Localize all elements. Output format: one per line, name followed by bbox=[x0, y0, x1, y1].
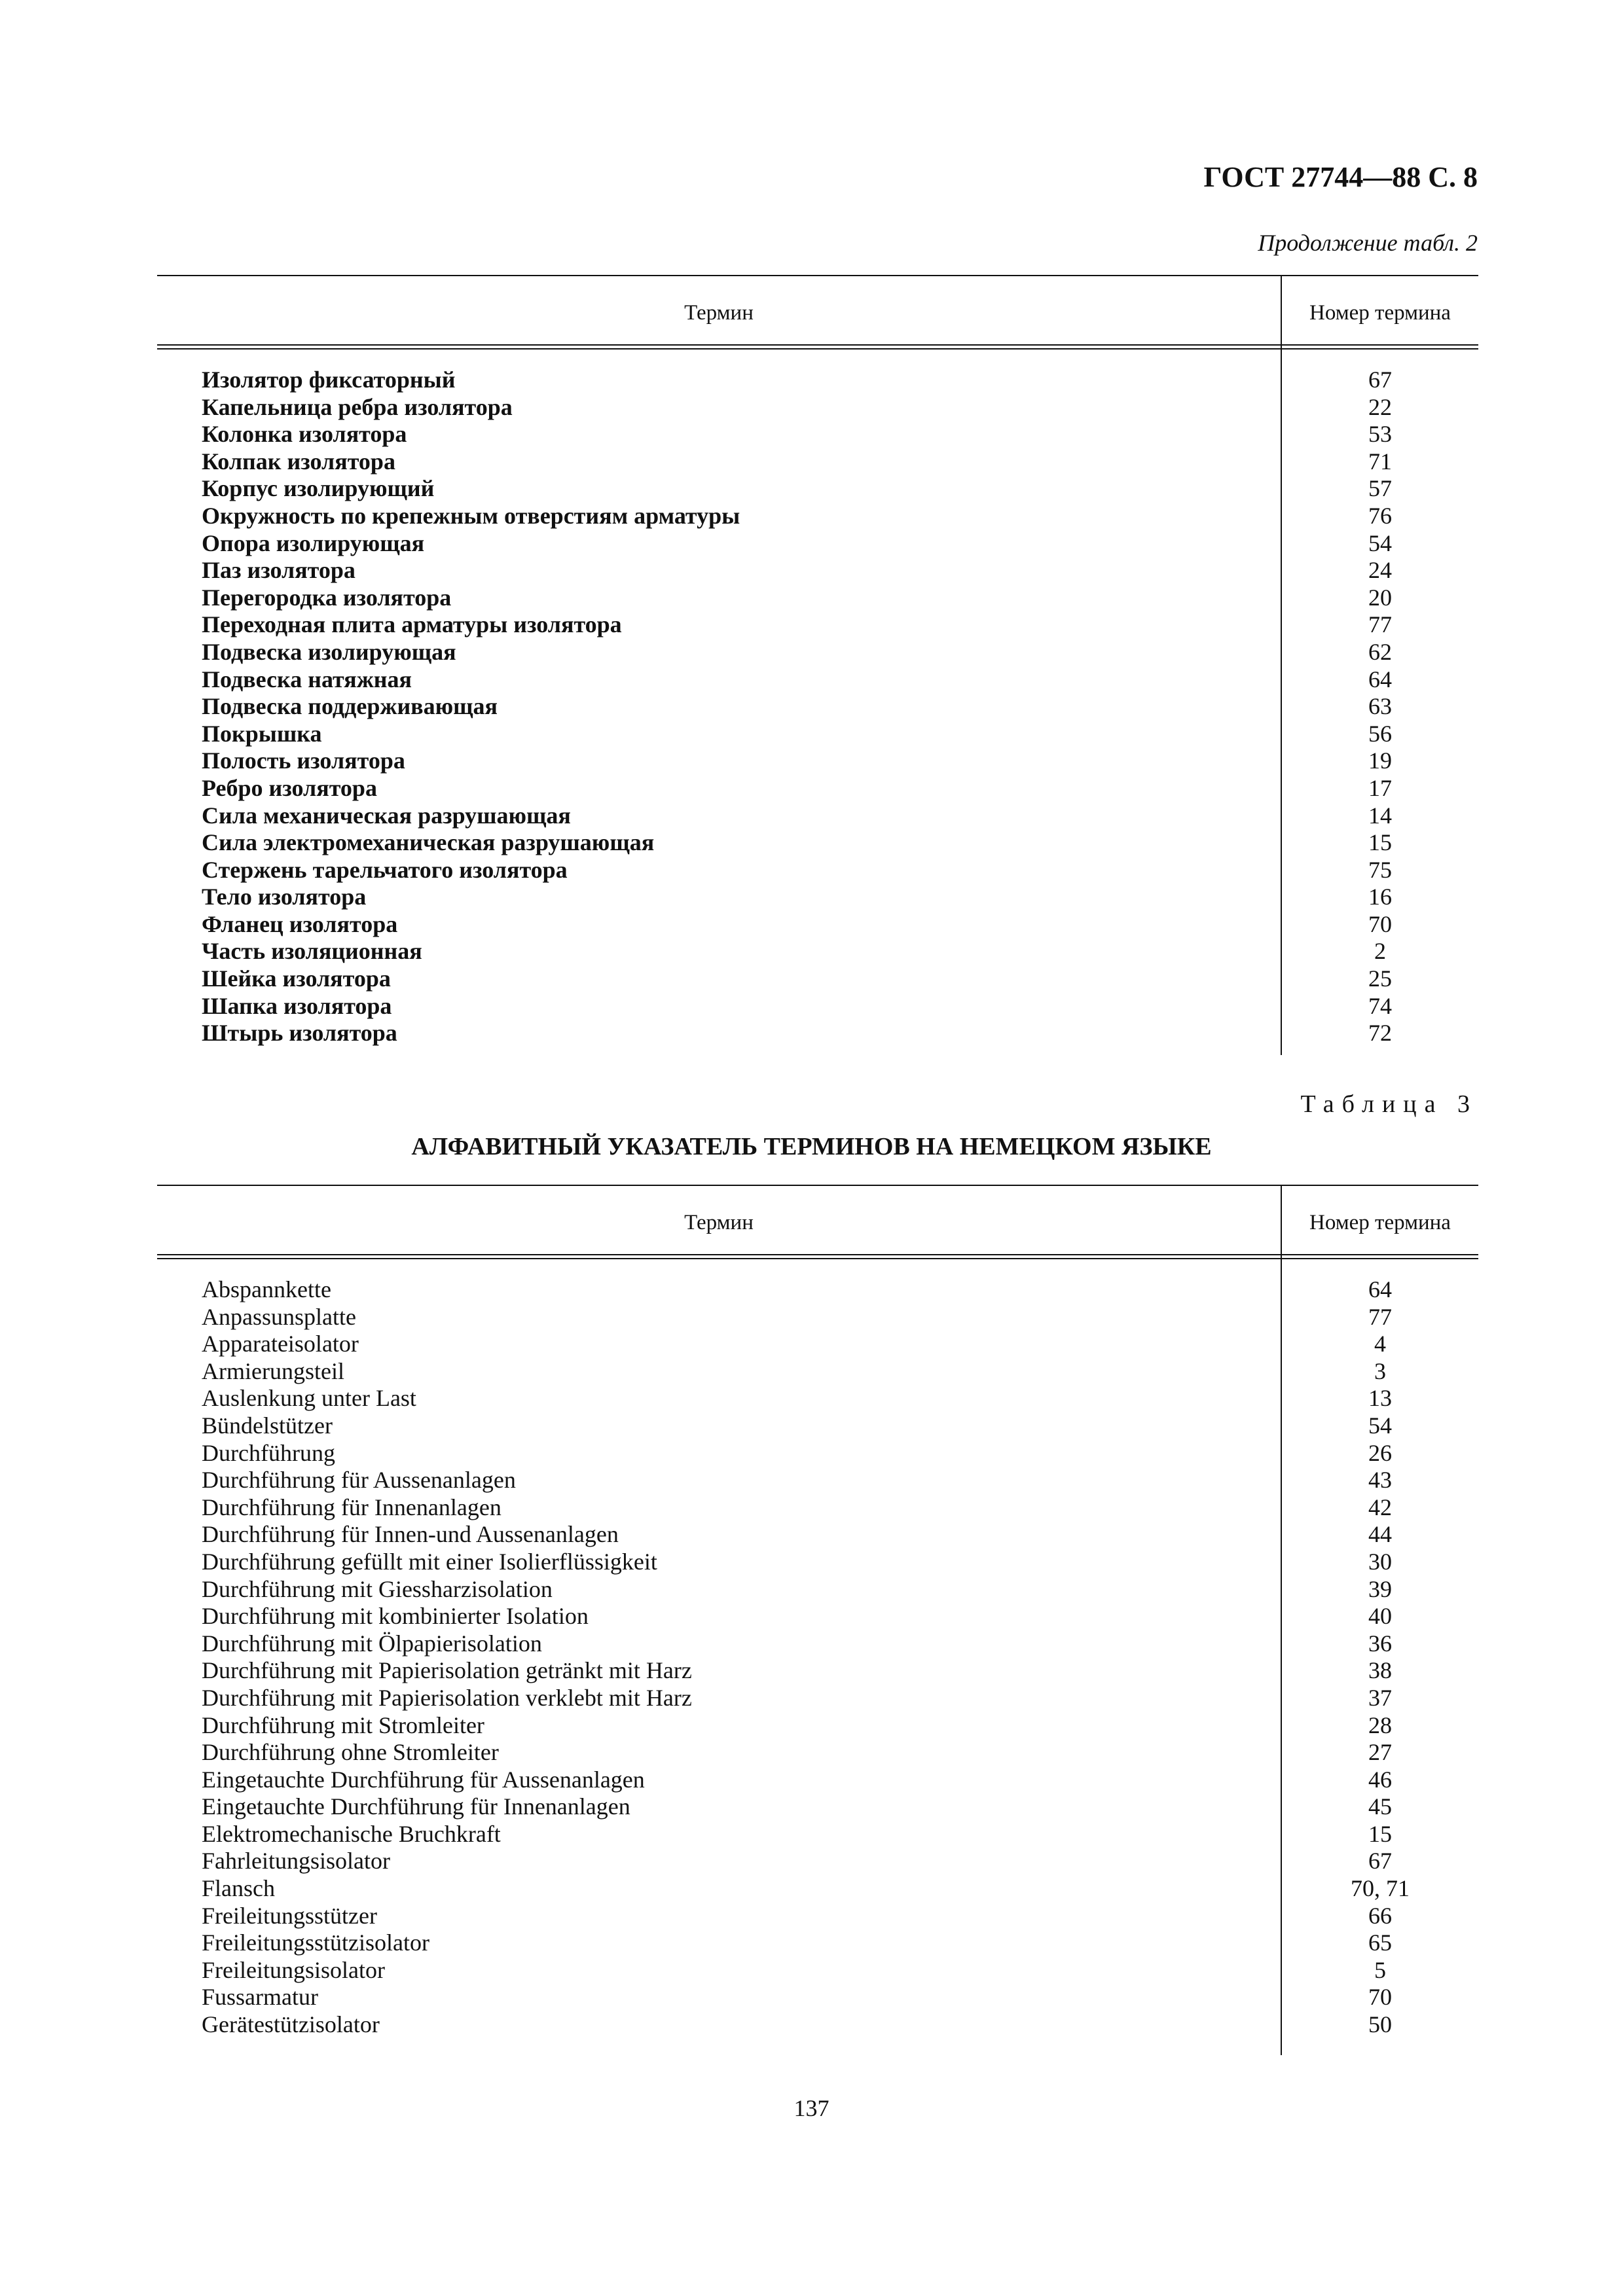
term-cell: Flansch bbox=[202, 1875, 275, 1902]
table-body bbox=[157, 1276, 1478, 2039]
table-row bbox=[157, 1903, 1478, 1930]
term-cell: Eingetauchte Durchführung für Aussenanlagen bbox=[202, 1766, 645, 1793]
table-row bbox=[157, 584, 1478, 612]
term-cell: Durchführung bbox=[202, 1439, 335, 1466]
term-cell: Fussarmatur bbox=[202, 1984, 318, 2011]
table-body bbox=[157, 367, 1478, 1047]
term-cell: Покрышка bbox=[202, 720, 322, 747]
table-row bbox=[157, 1358, 1478, 1386]
term-number-cell: 24 bbox=[1368, 557, 1392, 584]
term-cell: Durchführung für Aussenanlagen bbox=[202, 1467, 516, 1494]
term-cell: Опора изолирующая bbox=[202, 529, 425, 556]
section-title: АЛФАВИТНЫЙ УКАЗАТЕЛЬ ТЕРМИНОВ НА НЕМЕЦКОМ ЯЗЫКЕ bbox=[411, 1133, 1212, 1160]
term-number-cell: 25 bbox=[1368, 965, 1392, 992]
table-row bbox=[157, 448, 1478, 476]
table-row bbox=[157, 394, 1478, 422]
term-number-cell: 62 bbox=[1368, 638, 1392, 665]
table-row bbox=[157, 1657, 1478, 1685]
table-row bbox=[157, 802, 1478, 830]
term-cell: Тело изолятора bbox=[202, 884, 367, 910]
table-header-rule bbox=[157, 344, 1478, 350]
table-row bbox=[157, 530, 1478, 558]
term-number-cell: 40 bbox=[1368, 1603, 1392, 1630]
table-row bbox=[157, 775, 1478, 802]
term-cell: Eingetauchte Durchführung für Innenanlagen bbox=[202, 1793, 630, 1820]
table-row bbox=[157, 747, 1478, 775]
term-cell: Фланец изолятора bbox=[202, 910, 398, 937]
term-number-cell: 76 bbox=[1368, 502, 1392, 529]
term-number-cell: 70, 71 bbox=[1351, 1875, 1410, 1902]
table-header-rule bbox=[157, 1254, 1478, 1259]
table-row bbox=[157, 1875, 1478, 1903]
term-number-cell: 54 bbox=[1368, 529, 1392, 556]
table-row bbox=[157, 857, 1478, 884]
term-number-cell: 2 bbox=[1374, 938, 1386, 965]
term-cell: Сила электромеханическая разрушающая bbox=[202, 829, 655, 856]
term-cell: Durchführung für Innenanlagen bbox=[202, 1494, 501, 1520]
term-number-cell: 37 bbox=[1368, 1684, 1392, 1711]
term-cell: Паз изолятора bbox=[202, 557, 356, 584]
table-row bbox=[157, 1739, 1478, 1767]
term-number-cell: 27 bbox=[1368, 1739, 1392, 1766]
term-cell: Armierungsteil bbox=[202, 1357, 344, 1384]
term-number-cell: 15 bbox=[1368, 829, 1392, 856]
term-cell: Bündelstützer bbox=[202, 1412, 333, 1439]
term-cell: Сила механическая разрушающая bbox=[202, 802, 571, 829]
table-row bbox=[157, 993, 1478, 1020]
term-cell: Anpassunsplatte bbox=[202, 1303, 356, 1330]
term-number-cell: 4 bbox=[1374, 1331, 1386, 1357]
term-cell: Durchführung mit Giessharzisolation bbox=[202, 1575, 553, 1602]
table-row bbox=[157, 965, 1478, 993]
column-header-number: Номер термина bbox=[1309, 301, 1451, 325]
table-row bbox=[157, 1848, 1478, 1875]
term-cell: Перегородка изолятора bbox=[202, 584, 452, 611]
table-row bbox=[157, 1984, 1478, 2011]
term-number-cell: 19 bbox=[1368, 747, 1392, 774]
term-number-cell: 36 bbox=[1368, 1630, 1392, 1657]
table-row bbox=[157, 367, 1478, 394]
term-cell: Freileitungsstützisolator bbox=[202, 1929, 429, 1956]
table-row bbox=[157, 1412, 1478, 1440]
term-number-cell: 63 bbox=[1368, 693, 1392, 720]
table-row bbox=[157, 1767, 1478, 1794]
term-cell: Durchführung mit Ölpapierisolation bbox=[202, 1630, 542, 1657]
term-cell: Fahrleitungsisolator bbox=[202, 1848, 390, 1874]
term-number-cell: 16 bbox=[1368, 884, 1392, 910]
term-cell: Ребро изолятора bbox=[202, 774, 377, 801]
term-cell: Окружность по крепежным отверстиям арматуры bbox=[202, 502, 740, 529]
table-row bbox=[157, 1929, 1478, 1957]
term-cell: Durchführung mit Papierisolation verklebt mit Harz bbox=[202, 1684, 692, 1711]
table-row bbox=[157, 938, 1478, 965]
term-number-cell: 75 bbox=[1368, 856, 1392, 883]
term-number-cell: 71 bbox=[1368, 448, 1392, 475]
table-row bbox=[157, 1821, 1478, 1848]
term-cell: Durchführung mit Papierisolation getränkt mit Harz bbox=[202, 1657, 692, 1684]
table-row bbox=[157, 721, 1478, 748]
term-number-cell: 65 bbox=[1368, 1929, 1392, 1956]
table-row bbox=[157, 1793, 1478, 1821]
term-number-cell: 77 bbox=[1368, 1303, 1392, 1330]
column-header-term: Термин bbox=[684, 301, 754, 325]
term-number-cell: 70 bbox=[1368, 1984, 1392, 2011]
table-continuation-note: Продолжение табл. 2 bbox=[1258, 230, 1478, 256]
table-row bbox=[157, 666, 1478, 694]
term-cell: Переходная плита арматуры изолятора bbox=[202, 611, 622, 638]
term-number-cell: 53 bbox=[1368, 421, 1392, 448]
table-row bbox=[157, 557, 1478, 584]
term-number-cell: 50 bbox=[1368, 2011, 1392, 2038]
term-number-cell: 45 bbox=[1368, 1793, 1392, 1820]
term-number-cell: 67 bbox=[1368, 1848, 1392, 1874]
table-row bbox=[157, 1385, 1478, 1412]
term-number-cell: 64 bbox=[1368, 1276, 1392, 1302]
term-number-cell: 64 bbox=[1368, 666, 1392, 692]
term-cell: Колонка изолятора bbox=[202, 421, 407, 448]
term-number-cell: 43 bbox=[1368, 1467, 1392, 1494]
table-row bbox=[157, 1549, 1478, 1576]
term-cell: Корпус изолирующий bbox=[202, 475, 435, 502]
table-row bbox=[157, 1630, 1478, 1658]
term-number-cell: 70 bbox=[1368, 910, 1392, 937]
table-row bbox=[157, 639, 1478, 666]
term-cell: Подвеска изолирующая bbox=[202, 638, 456, 665]
table-label: Таблица 3 bbox=[1300, 1090, 1478, 1118]
table-row bbox=[157, 2011, 1478, 2039]
term-cell: Подвеска поддерживающая bbox=[202, 693, 498, 720]
term-cell: Шапка изолятора bbox=[202, 992, 392, 1019]
column-header-term: Термин bbox=[684, 1211, 754, 1234]
table-row bbox=[157, 1521, 1478, 1549]
term-cell: Auslenkung unter Last bbox=[202, 1385, 416, 1412]
term-cell: Стержень тарельчатого изолятора bbox=[202, 856, 568, 883]
term-number-cell: 46 bbox=[1368, 1766, 1392, 1793]
term-cell: Полость изолятора bbox=[202, 747, 405, 774]
term-number-cell: 30 bbox=[1368, 1548, 1392, 1575]
table-row bbox=[157, 1603, 1478, 1630]
term-number-cell: 5 bbox=[1374, 1956, 1386, 1983]
term-cell: Durchführung gefüllt mit einer Isolierflüssigkeit bbox=[202, 1548, 657, 1575]
term-cell: Abspannkette bbox=[202, 1276, 331, 1302]
term-cell: Шейка изолятора bbox=[202, 965, 391, 992]
table-row bbox=[157, 421, 1478, 448]
term-number-cell: 66 bbox=[1368, 1902, 1392, 1929]
term-cell: Подвеска натяжная bbox=[202, 666, 412, 692]
table-row bbox=[157, 884, 1478, 911]
term-number-cell: 72 bbox=[1368, 1020, 1392, 1047]
term-number-cell: 22 bbox=[1368, 393, 1392, 420]
term-number-cell: 57 bbox=[1368, 475, 1392, 502]
term-cell: Freileitungsisolator bbox=[202, 1956, 385, 1983]
table-row bbox=[157, 1276, 1478, 1304]
term-number-cell: 39 bbox=[1368, 1575, 1392, 1602]
term-cell: Капельница ребра изолятора bbox=[202, 393, 513, 420]
term-cell: Durchführung ohne Stromleiter bbox=[202, 1739, 499, 1766]
term-cell: Изолятор фиксаторный bbox=[202, 367, 456, 393]
table-row bbox=[157, 1440, 1478, 1467]
term-number-cell: 17 bbox=[1368, 774, 1392, 801]
term-number-cell: 67 bbox=[1368, 367, 1392, 393]
term-number-cell: 14 bbox=[1368, 802, 1392, 829]
term-cell: Колпак изолятора bbox=[202, 448, 395, 475]
term-cell: Freileitungsstützer bbox=[202, 1902, 377, 1929]
column-header-number: Номер термина bbox=[1309, 1211, 1451, 1234]
term-number-cell: 13 bbox=[1368, 1385, 1392, 1412]
table-row bbox=[157, 1576, 1478, 1604]
term-number-cell: 42 bbox=[1368, 1494, 1392, 1520]
term-number-cell: 28 bbox=[1368, 1712, 1392, 1738]
table-row bbox=[157, 693, 1478, 721]
term-number-cell: 26 bbox=[1368, 1439, 1392, 1466]
table-row bbox=[157, 829, 1478, 857]
term-number-cell: 3 bbox=[1374, 1357, 1386, 1384]
table-row bbox=[157, 1685, 1478, 1712]
table-row bbox=[157, 1304, 1478, 1331]
term-number-cell: 74 bbox=[1368, 992, 1392, 1019]
table-row bbox=[157, 1494, 1478, 1522]
page-number: 137 bbox=[793, 2095, 830, 2121]
term-number-cell: 54 bbox=[1368, 1412, 1392, 1439]
term-cell: Часть изоляционная bbox=[202, 938, 422, 965]
table-row bbox=[157, 503, 1478, 530]
term-number-cell: 38 bbox=[1368, 1657, 1392, 1684]
term-number-cell: 56 bbox=[1368, 720, 1392, 747]
term-cell: Gerätestützisolator bbox=[202, 2011, 380, 2038]
table-row bbox=[157, 1331, 1478, 1358]
table-row bbox=[157, 1020, 1478, 1047]
term-number-cell: 20 bbox=[1368, 584, 1392, 611]
term-cell: Durchführung für Innen-und Aussenanlagen bbox=[202, 1521, 619, 1548]
term-number-cell: 77 bbox=[1368, 611, 1392, 638]
term-cell: Elektromechanische Bruchkraft bbox=[202, 1820, 501, 1847]
term-cell: Штырь изолятора bbox=[202, 1020, 397, 1047]
table-row bbox=[157, 611, 1478, 639]
term-number-cell: 15 bbox=[1368, 1820, 1392, 1847]
table-row bbox=[157, 475, 1478, 503]
table-row bbox=[157, 911, 1478, 939]
table-row bbox=[157, 1712, 1478, 1740]
table-row bbox=[157, 1957, 1478, 1984]
table-row bbox=[157, 1467, 1478, 1494]
term-number-cell: 44 bbox=[1368, 1521, 1392, 1548]
term-cell: Durchführung mit kombinierter Isolation bbox=[202, 1603, 589, 1630]
document-code: ГОСТ 27744—88 С. 8 bbox=[1203, 161, 1478, 193]
term-cell: Durchführung mit Stromleiter bbox=[202, 1712, 484, 1738]
term-cell: Apparateisolator bbox=[202, 1331, 359, 1357]
